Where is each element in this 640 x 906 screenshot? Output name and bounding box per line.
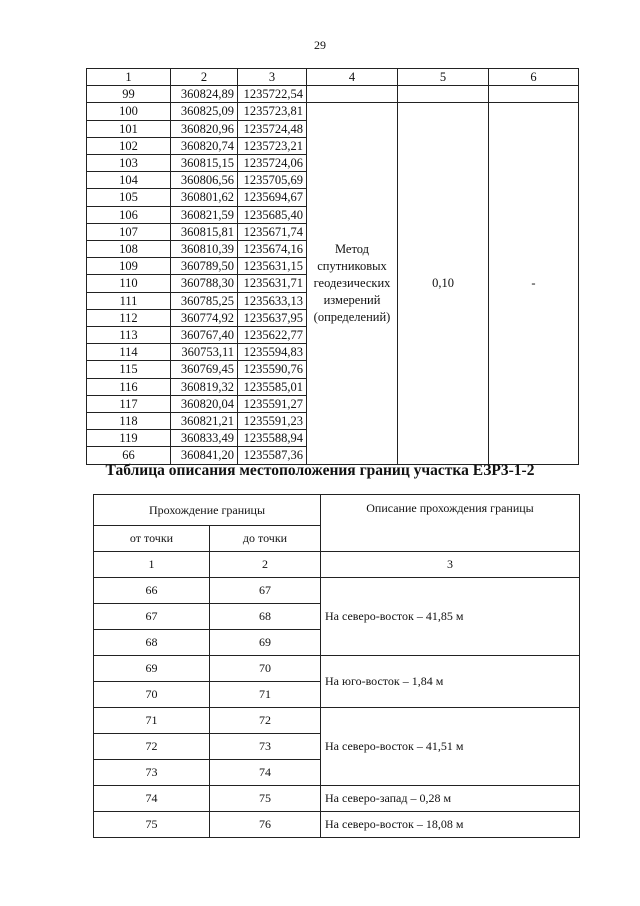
to-point-cell: 68	[210, 604, 321, 630]
table-row	[94, 812, 580, 838]
x-coordinate-cell: 360785,25	[171, 292, 238, 309]
table-row	[87, 103, 579, 120]
desc-header-row	[94, 495, 580, 526]
point-number-cell: 114	[87, 344, 171, 361]
y-coordinate-cell: 1235674,16	[238, 241, 307, 258]
x-coordinate-cell: 360815,81	[171, 223, 238, 240]
y-coordinate-cell: 1235723,81	[238, 103, 307, 120]
x-coordinate-cell: 360820,96	[171, 120, 238, 137]
x-coordinate-cell: 360769,45	[171, 361, 238, 378]
point-number-cell: 116	[87, 378, 171, 395]
x-coordinate-cell: 360825,09	[171, 103, 238, 120]
header-to: до точки	[210, 526, 321, 552]
boundary-description-cell: На северо-восток – 18,08 м	[321, 812, 580, 838]
section-title: Таблица описания местоположения границ участка ЕЗР3-1-2	[105, 462, 535, 479]
x-coordinate-cell: 360815,15	[171, 155, 238, 172]
from-point-cell: 66	[94, 578, 210, 604]
point-number-cell: 109	[87, 258, 171, 275]
from-point-cell: 67	[94, 604, 210, 630]
table-row	[94, 656, 580, 682]
point-number-cell: 113	[87, 327, 171, 344]
table-row	[94, 708, 580, 734]
desc-number-row	[94, 552, 580, 578]
y-coordinate-cell: 1235637,95	[238, 309, 307, 326]
y-coordinate-cell: 1235724,48	[238, 120, 307, 137]
x-coordinate-cell: 360821,59	[171, 206, 238, 223]
x-coordinate-cell: 360801,62	[171, 189, 238, 206]
x-coordinate-cell: 360810,39	[171, 241, 238, 258]
point-number-cell: 108	[87, 241, 171, 258]
y-coordinate-cell: 1235694,67	[238, 189, 307, 206]
y-coordinate-cell: 1235594,83	[238, 344, 307, 361]
y-coordinate-cell: 1235705,69	[238, 172, 307, 189]
x-coordinate-cell: 360767,40	[171, 327, 238, 344]
header-passage: Прохождение границы	[94, 495, 321, 526]
coord-header-cell: 1	[87, 69, 171, 86]
point-number-cell: 112	[87, 309, 171, 326]
coordinates-table	[86, 68, 579, 465]
point-number-cell: 110	[87, 275, 171, 292]
point-number-cell: 102	[87, 137, 171, 154]
x-coordinate-cell: 360820,74	[171, 137, 238, 154]
coord-body	[87, 86, 579, 464]
y-coordinate-cell: 1235633,13	[238, 292, 307, 309]
point-number-cell: 115	[87, 361, 171, 378]
table-row	[87, 86, 579, 103]
to-point-cell: 75	[210, 786, 321, 812]
x-coordinate-cell: 360753,11	[171, 344, 238, 361]
boundary-description-table	[93, 494, 580, 838]
coord-header-cell: 4	[307, 69, 398, 86]
boundary-description-cell: На северо-восток – 41,85 м	[321, 578, 580, 656]
y-coordinate-cell: 1235724,06	[238, 155, 307, 172]
from-point-cell: 68	[94, 630, 210, 656]
to-point-cell: 69	[210, 630, 321, 656]
y-coordinate-cell: 1235590,76	[238, 361, 307, 378]
method-cell: Метод спутниковых геодезических измерений (определений)	[307, 103, 398, 464]
x-coordinate-cell: 360824,89	[171, 86, 238, 103]
from-point-cell: 73	[94, 760, 210, 786]
x-coordinate-cell: 360841,20	[171, 447, 238, 464]
to-point-cell: 73	[210, 734, 321, 760]
boundary-description-cell: На юго-восток – 1,84 м	[321, 656, 580, 708]
x-coordinate-cell: 360774,92	[171, 309, 238, 326]
point-number-cell: 66	[87, 447, 171, 464]
y-coordinate-cell: 1235685,40	[238, 206, 307, 223]
from-point-cell: 74	[94, 786, 210, 812]
point-number-cell: 100	[87, 103, 171, 120]
point-number-cell: 111	[87, 292, 171, 309]
to-point-cell: 72	[210, 708, 321, 734]
boundary-description-cell: На северо-восток – 41,51 м	[321, 708, 580, 786]
blank-cell	[307, 86, 398, 103]
point-number-cell: 105	[87, 189, 171, 206]
y-coordinate-cell: 1235722,54	[238, 86, 307, 103]
boundary-description-cell: На северо-запад – 0,28 м	[321, 786, 580, 812]
y-coordinate-cell: 1235622,77	[238, 327, 307, 344]
table-row	[94, 786, 580, 812]
header-from: от точки	[94, 526, 210, 552]
accuracy-cell: 0,10	[398, 103, 489, 464]
point-number-cell: 99	[87, 86, 171, 103]
column6-cell: -	[489, 103, 579, 464]
table-row	[94, 578, 580, 604]
coord-header-cell: 3	[238, 69, 307, 86]
to-point-cell: 70	[210, 656, 321, 682]
y-coordinate-cell: 1235723,21	[238, 137, 307, 154]
coord-header-cell: 6	[489, 69, 579, 86]
y-coordinate-cell: 1235631,15	[238, 258, 307, 275]
to-point-cell: 76	[210, 812, 321, 838]
y-coordinate-cell: 1235585,01	[238, 378, 307, 395]
point-number-cell: 103	[87, 155, 171, 172]
point-number-cell: 117	[87, 395, 171, 412]
blank-cell	[398, 86, 489, 103]
point-number-cell: 119	[87, 430, 171, 447]
x-coordinate-cell: 360833,49	[171, 430, 238, 447]
x-coordinate-cell: 360820,04	[171, 395, 238, 412]
y-coordinate-cell: 1235587,36	[238, 447, 307, 464]
point-number-cell: 107	[87, 223, 171, 240]
point-number-cell: 118	[87, 413, 171, 430]
x-coordinate-cell: 360806,56	[171, 172, 238, 189]
x-coordinate-cell: 360821,21	[171, 413, 238, 430]
to-point-cell: 71	[210, 682, 321, 708]
x-coordinate-cell: 360819,32	[171, 378, 238, 395]
point-number-cell: 104	[87, 172, 171, 189]
y-coordinate-cell: 1235591,27	[238, 395, 307, 412]
blank-cell	[489, 86, 579, 103]
column-number: 3	[321, 552, 580, 578]
from-point-cell: 72	[94, 734, 210, 760]
from-point-cell: 70	[94, 682, 210, 708]
from-point-cell: 71	[94, 708, 210, 734]
from-point-cell: 75	[94, 812, 210, 838]
point-number-cell: 101	[87, 120, 171, 137]
y-coordinate-cell: 1235591,23	[238, 413, 307, 430]
x-coordinate-cell: 360789,50	[171, 258, 238, 275]
coord-header-cell: 2	[171, 69, 238, 86]
header-description: Описание прохождения границы	[321, 495, 580, 552]
column-number: 1	[94, 552, 210, 578]
column-number: 2	[210, 552, 321, 578]
coord-header-row	[87, 69, 579, 86]
y-coordinate-cell: 1235631,71	[238, 275, 307, 292]
to-point-cell: 74	[210, 760, 321, 786]
y-coordinate-cell: 1235588,94	[238, 430, 307, 447]
coord-header-cell: 5	[398, 69, 489, 86]
from-point-cell: 69	[94, 656, 210, 682]
page-number: 29	[314, 38, 326, 52]
x-coordinate-cell: 360788,30	[171, 275, 238, 292]
y-coordinate-cell: 1235671,74	[238, 223, 307, 240]
point-number-cell: 106	[87, 206, 171, 223]
to-point-cell: 67	[210, 578, 321, 604]
desc-body	[94, 495, 580, 838]
